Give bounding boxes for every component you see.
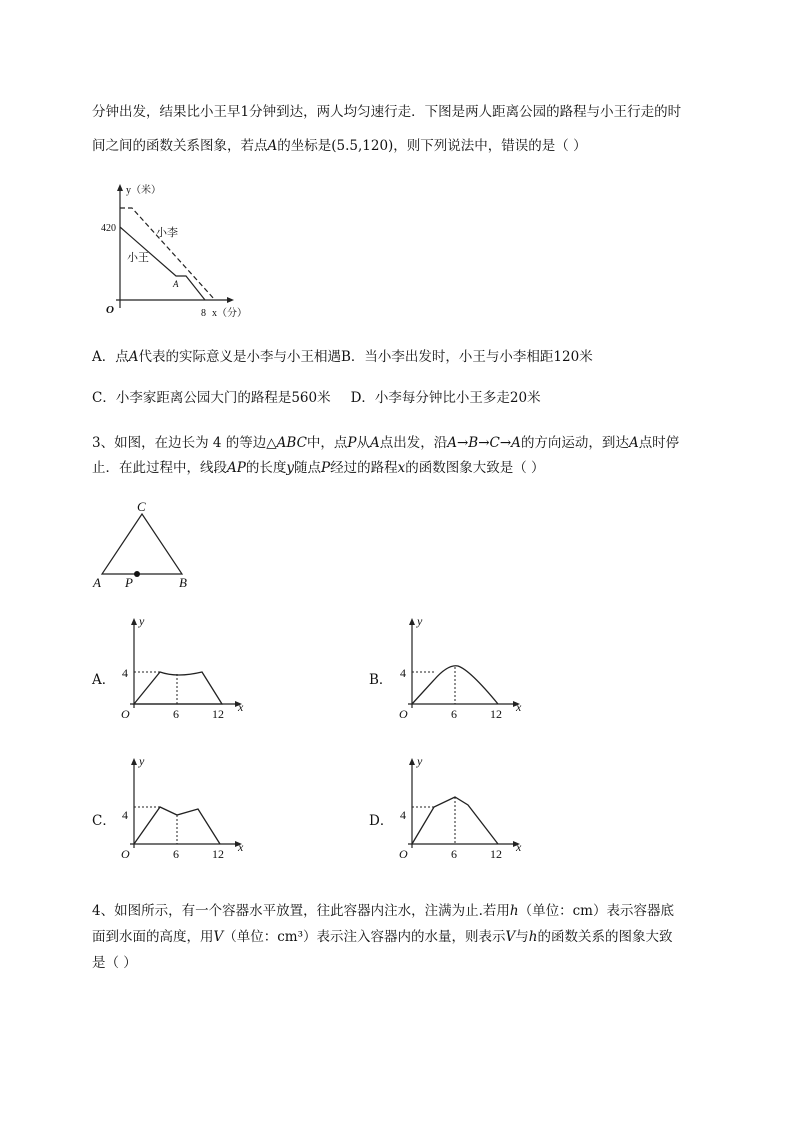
q4-var-V: V [505,929,516,945]
y-axis-arrow-icon [117,184,123,191]
y-label: y [139,614,145,628]
q3-point-A: A [628,435,639,451]
q3-option-B-graph [390,612,530,722]
q3-text-line2 [92,456,545,476]
q4-text-segment: 与 [515,929,529,945]
q3-point-P: P [347,435,357,451]
q2-text-segment: 的坐标是(5.5,120)，则下列说法中，错误的是（ ） [277,138,587,154]
q2-distance-graph [100,180,260,325]
q3-text-segment: 点时停 [638,435,680,451]
q4-var-h: h [528,929,538,945]
option-A-text: 代表的实际意义是小李与小王相遇 [138,349,341,365]
q3-text-segment: 经过的路程 [330,460,398,476]
q4-var-h: h [509,903,519,919]
q3-point-A: A [370,435,380,451]
wang-label: 小王 [127,252,149,264]
y-axis-arrow-icon [131,618,137,625]
option-B-text: B．当小李出发时，小王与小李相距120米 [341,349,593,365]
q3-option-A-label: A． [92,672,116,688]
tick-6: 6 [173,847,179,861]
q3-triangle-diagram [88,496,198,591]
q3-option-C-graph [112,752,252,862]
y-label: y [417,614,423,628]
tick-6: 6 [451,707,457,721]
equilateral-triangle [102,514,182,574]
q3-var-y: y [286,460,294,476]
tick-4: 4 [122,666,128,680]
curve [412,797,498,844]
q2-text-line1: 分钟出发，结果比小王早1分钟到达，两人均匀速行走．下图是两人距离公园的路程与小王行走的时 [92,104,682,120]
option-A-point: A [128,349,139,365]
x-label: x [516,840,522,854]
q2-text-segment: 间之间的函数关系图象，若点 [92,138,268,154]
q4-text-segment: 4、如图所示，有一个容器水平放置，往此容器内注水，注满为止.若用 [92,903,510,919]
tick-6: 6 [173,707,179,721]
origin-label: O [121,847,130,861]
q3-path: A→B→C→A [447,435,521,451]
y-axis-arrow-icon [409,758,415,765]
q4-text-segment: 面到水面的高度，用 [92,929,214,945]
q3-text-segment: 3、如图，在边长为 4 的等边△ [92,435,277,451]
option-A-text: A．点 [92,349,129,365]
option-D-text: D．小李每分钟比小王多走20米 [350,390,541,406]
q3-option-A-graph [112,612,252,722]
q3-option-D-graph [390,752,530,862]
q3-point-P: P [320,460,331,476]
option-C-text: C．小李家距离公园大门的路程是560米 [92,390,331,406]
q3-segment-AP: AP [227,460,246,476]
q3-option-C-label: C． [92,813,116,829]
point-P-label: P [125,575,133,590]
x-axis-arrow-icon [227,297,234,303]
q4-text-line2 [92,925,672,945]
tick-6: 6 [451,847,457,861]
q3-var-x: x [397,460,406,476]
q4-text-segment: 的函数关系的图象大致 [537,929,673,945]
q3-text-segment: 止．在此过程中，线段 [92,460,227,476]
q4-text-line1 [92,899,674,919]
x-axis-label: x（分） [212,308,247,319]
point-P-dot [134,571,140,577]
tick-420: 420 [101,223,116,234]
q3-text-segment: 从 [356,435,370,451]
origin-label: O [399,847,408,861]
x-label: x [516,700,522,714]
q2-options-row2 [92,386,541,406]
x-label: x [238,840,244,854]
vertex-B-label: B [179,575,187,590]
tick-4: 4 [400,666,406,680]
origin-label: O [399,707,408,721]
tick-12: 12 [212,847,224,861]
curve [134,807,220,844]
q3-text-segment: 随点 [293,460,321,476]
x-label: x [238,700,244,714]
vertex-C-label: C [137,499,146,514]
q2-options-row1 [92,345,593,365]
q4-text-segment: （单位：cm³）表示注入容器内的水量，则表示 [223,929,506,945]
q3-text-segment: 的长度 [245,460,287,476]
vertex-A-label: A [93,575,101,590]
q3-option-B-label: B． [369,672,393,688]
tick-12: 12 [212,707,224,721]
y-label: y [139,754,145,768]
q4-text-segment: （单位：cm）表示容器底 [518,903,674,919]
q3-text-segment: 的函数图象大致是（ ） [405,460,545,476]
y-label: y [417,754,423,768]
tick-8: 8 [201,308,206,319]
q3-text-segment: 中，点 [306,435,348,451]
li-label: 小李 [156,227,178,239]
y-axis-arrow-icon [131,758,137,765]
tick-12: 12 [490,847,502,861]
tick-12: 12 [490,707,502,721]
origin-label: O [121,707,130,721]
point-A-label: A [173,279,179,289]
q3-option-D-label: D． [369,813,394,829]
origin-label: O [106,304,114,316]
q4-text-line3: 是（ ） [92,955,137,971]
tick-4: 4 [400,808,406,822]
curve [134,672,222,704]
q3-triangle-name: ABC [276,435,307,451]
q4-var-V: V [213,929,224,945]
tick-4: 4 [122,808,128,822]
q3-text-line1 [92,431,679,451]
point-A-ref: A [267,138,278,154]
y-axis-label: y（米） [126,185,161,196]
q2-text-line2 [92,134,587,154]
y-axis-arrow-icon [409,618,415,625]
q3-text-segment: 的方向运动，到达 [520,435,629,451]
q3-text-segment: 点出发，沿 [379,435,448,451]
